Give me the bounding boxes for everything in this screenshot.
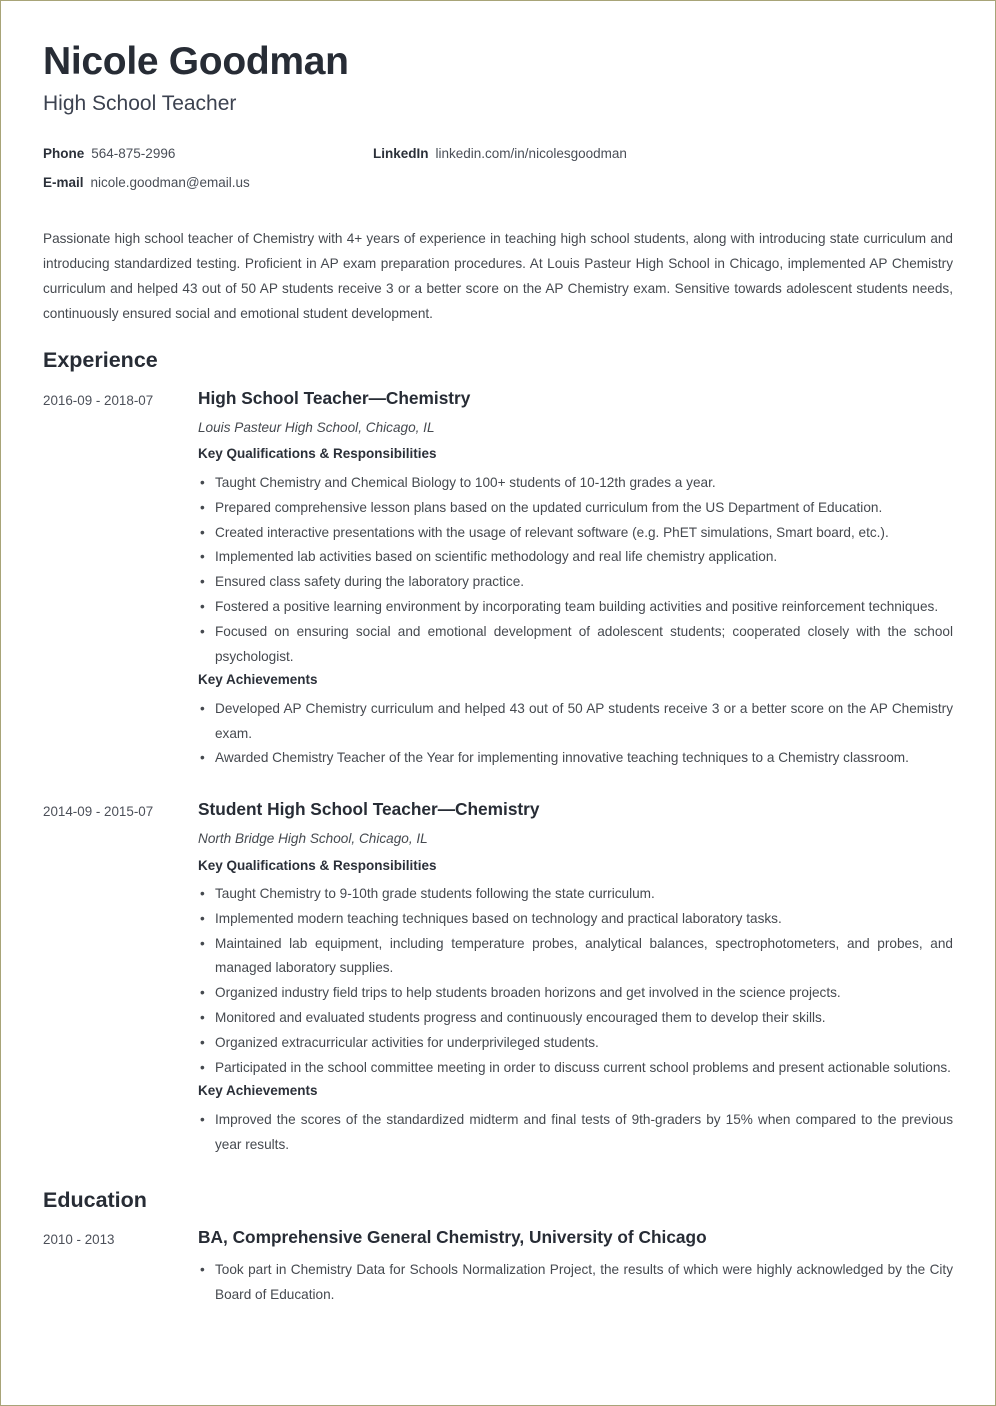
contact-details: [43, 145, 953, 191]
qualifications-heading: Key Qualifications & Responsibilities: [198, 857, 437, 873]
list-item: • Taught Chemistry and Chemical Biology to 100+ students of 10-12th grades a year.: [198, 471, 953, 496]
education-entry-title: BA, Comprehensive General Chemistry, University of Chicago: [198, 1227, 707, 1248]
list-item: • Improved the scores of the standardized midterm and final tests of 9th-graders by 15% when compared to the previous year results.: [198, 1108, 953, 1158]
phone-field: [43, 145, 373, 163]
achievements-list: [198, 697, 953, 771]
list-item: • Implemented lab activities based on scientific methodology and real life chemistry application.: [198, 545, 953, 570]
education-entry-dates: 2010 - 2013: [43, 1232, 115, 1248]
list-item: • Focused on ensuring social and emotional development of adolescent students; cooperated closely with the school psychologist.: [198, 620, 953, 670]
list-item: • Taught Chemistry to 9-10th grade students following the state curriculum.: [198, 882, 953, 907]
experience-entry: [43, 799, 953, 1159]
experience-entry: [43, 388, 953, 773]
experience-heading: Experience: [43, 348, 158, 373]
list-item: • Created interactive presentations with the usage of relevant software (e.g. PhET simulations, Smart board, etc.).: [198, 521, 953, 546]
list-item: • Took part in Chemistry Data for Schools Normalization Project, the results of which were highly acknowledged by the City Board of Education.: [198, 1258, 953, 1308]
candidate-name: Nicole Goodman: [43, 40, 349, 83]
education-entry-body: [198, 1227, 953, 1309]
list-item: • Maintained lab equipment, including temperature probes, analytical balances, spectrophotometers, and probes, and managed laboratory supplies.: [198, 932, 953, 982]
qualifications-list: [198, 471, 953, 669]
email-field[interactable]: [43, 174, 373, 192]
professional-summary: Passionate high school teacher of Chemistry with 4+ years of experience in teaching high school students, along with introducing state curriculum and introducing standardized testing. Proficient in AP exam preparation procedures. At Louis Pasteur High School in Chicago, implemented AP Chemistry curriculum and helped 43 out of 50 AP students receive 3 or a better score on the AP Chemistry exam. Sensitive towards adolescent students needs, continuously ensured social and emotional student development.: [43, 231, 953, 321]
education-bullets-list: [198, 1258, 953, 1308]
education-heading: Education: [43, 1187, 147, 1212]
list-item: • Ensured class safety during the laboratory practice.: [198, 570, 953, 595]
education-entry: [43, 1227, 953, 1309]
resume-header: [43, 42, 953, 191]
experience-entry-title: High School Teacher—Chemistry: [198, 388, 471, 409]
experience-entry-organization: North Bridge High School, Chicago, IL: [198, 830, 428, 846]
phone-value: 564-875-2996: [91, 146, 176, 162]
list-item: • Developed AP Chemistry curriculum and helped 43 out of 50 AP students receive 3 or a better score on the AP Chemistry exam.: [198, 697, 953, 747]
list-item: • Monitored and evaluated students progress and continuously encouraged them to develop their skills.: [198, 1006, 953, 1031]
contact-row-1: [43, 145, 953, 163]
linkedin-field[interactable]: [373, 145, 627, 163]
education-section: [43, 1188, 953, 1310]
list-item: • Fostered a positive learning environment by incorporating team building activities and positive reinforcement techniques.: [198, 595, 953, 620]
phone-label: Phone: [43, 146, 85, 162]
candidate-job-title: High School Teacher: [43, 91, 237, 115]
experience-entry-organization: Louis Pasteur High School, Chicago, IL: [198, 419, 435, 435]
achievements-heading: Key Achievements: [198, 672, 318, 688]
experience-entry-title: Student High School Teacher—Chemistry: [198, 799, 540, 820]
experience-section: [43, 348, 953, 1159]
experience-entry-dates: 2016-09 - 2018-07: [43, 393, 154, 409]
qualifications-heading: Key Qualifications & Responsibilities: [198, 446, 437, 462]
achievements-heading: Key Achievements: [198, 1083, 318, 1099]
experience-entry-body: [198, 388, 953, 773]
experience-entry-dates: 2014-09 - 2015-07: [43, 804, 154, 820]
email-label: E-mail: [43, 174, 84, 190]
contact-row-2: [43, 174, 953, 192]
qualifications-list: [198, 882, 953, 1080]
list-item: • Implemented modern teaching techniques based on technology and practical laboratory tasks.: [198, 907, 953, 932]
achievements-list: [198, 1108, 953, 1158]
list-item: • Organized extracurricular activities for underprivileged students.: [198, 1031, 953, 1056]
list-item: • Participated in the school committee meeting in order to discuss current school problems and present actionable solutions.: [198, 1056, 953, 1081]
list-item: • Organized industry field trips to help students broaden horizons and get involved in the science projects.: [198, 981, 953, 1006]
linkedin-label: LinkedIn: [373, 146, 429, 162]
linkedin-value[interactable]: linkedin.com/in/nicolesgoodman: [435, 146, 627, 162]
list-item: • Awarded Chemistry Teacher of the Year for implementing innovative teaching techniques to a Chemistry classroom.: [198, 746, 953, 771]
experience-entry-body: [198, 799, 953, 1159]
list-item: • Prepared comprehensive lesson plans based on the updated curriculum from the US Department of Education.: [198, 496, 953, 521]
email-value[interactable]: nicole.goodman@email.us: [90, 174, 250, 190]
